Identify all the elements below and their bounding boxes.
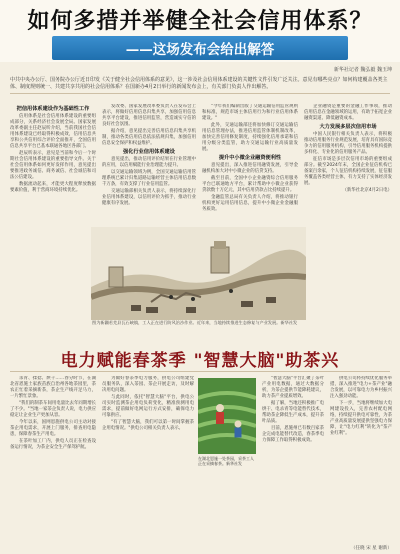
- paragraph: 以交通运输领域为例，全国交通运输信用管理系统已累计归集道路运输经营主体信用信息数千万条，有效支撑了行业信用监管。: [102, 170, 196, 187]
- paragraph: "有了智慧大脑，我们可以第一时间掌握茶企用电情况。"供电公司相关负责人表示。: [102, 420, 194, 431]
- article2-column-1: [10, 376, 96, 544]
- paragraph: 与此同时，依托"智慧大脑"平台，供电公司实时监测茶企用电负荷变化，精准预测用电需求，提前做好电网运行方式安排，确保电力可靠供应。: [102, 395, 194, 418]
- paragraph: 发改委、国家发展改革委负责人在发布会上表示，将做好信用信息归集共享，加强信用信息共享平台建设，推进信用监管，营造诚实守信的良好社会氛围。: [102, 104, 196, 127]
- paragraph: 供电公司将持续优化服务举措，深入推进"电力+茶产业"融合发展，以可靠电力为乡村振兴注入强劲动能。: [330, 376, 392, 399]
- section-heading: 大力发展多层次信用市场: [319, 124, 377, 130]
- subhead-banner: [52, 36, 348, 60]
- tea-photo-caption: 在湖北恩施一处茶园，采茶工人正在采摘春茶。新华社发: [198, 456, 254, 467]
- article-lead: 中共中央办公厅、国务院办公厅近日印发《关于健全社会信用体系的意见》，这一涉及社会信用体系建设的关键性文件引发广泛关注。意见有哪些亮点？如何构建覆盖各类主体、制度规则统一、共建共享共用的社会信用体系？在国新办4月2日举行的新闻发布会上，有关部门负责人作出解答。: [10, 77, 390, 94]
- paragraph: 企业融资是重要的金融工作事项，推动信用信息在金融领域的运用，有助于拓宽企业融资渠道、降低融资成本。: [304, 104, 392, 121]
- paragraph: "智慧大脑"平台汇聚了茶叶产业用电数据，通过大数据分析，为茶企提供节能降耗建议，助力茶产业提质增效。: [262, 376, 324, 399]
- paragraph: 征信市场是多层次信用市场的重要组成部分。截至2024年末，全国企业征信机构已备案百余家，个人征信机构持续发展，征信服务覆盖各类经营主体，有力支持了实体经济发展。: [304, 157, 392, 186]
- paragraph: "今年我们编制出版了交通运输信用监管规则和标准，规范市场主体信用行为和行业信用体系建设。": [202, 104, 298, 121]
- paragraph: 意见提出，深入推进信用融资发展，引导金融机构加大对中小微企业的信贷支持。: [202, 163, 298, 174]
- column-3: [202, 104, 298, 226]
- great-wall-illustration: [91, 227, 306, 320]
- article2-byline: （任晓 宋 星 谢新）: [350, 546, 392, 551]
- paragraph: 意见提出，推动信用评价结果在行业管理中的应用，以信用赋能行业治理能力提升。: [102, 157, 196, 168]
- section-heading: 把信用体系建设作为基础性工作: [16, 106, 90, 112]
- article-subhead: ——这场发布会给出解答: [125, 42, 275, 58]
- article2-column-3: [262, 376, 324, 544]
- paragraph: 数据流动起来，才能更大程度释放数据要素价值，利于营商环境持续优化。: [10, 182, 96, 193]
- paragraph: 据介绍，意见提出完善信用信息归集共享机制，推动各类信用信息依法依规归集，加强信用信息安全保护和权益维护。: [102, 129, 196, 146]
- paragraph: 据了解，当地还积极推广电烘干、电杀青等电能替代技术，帮助茶企降低生产成本，提升茶叶品质。: [262, 401, 324, 424]
- paragraph: 赵辰昕表示，意见是当前和今后一个时期社会信用体系建设的重要指导文件。关于社会信用体系如何更好发挥作用，意见提出要推进政务诚信、商务诚信、社会诚信和司法公信建设。: [10, 151, 96, 180]
- paragraph: 为做好春茶季电力服务，供电公司组建党员服务队，深入茶园、茶企开展走访，及时解决用电问题。: [102, 376, 194, 393]
- paragraph: 交通运输部相关负责人表示，将持续深化行业信用体系建设，以信用评价为抓手，推动行业健康有序发展。: [102, 189, 196, 206]
- article2-header: [0, 344, 400, 372]
- paragraph: 杀青、揉捻、烘干……春分时节，在湖北省恩施土家族苗族自治州各地茶园里，茶农正忙着采摘新茶，茶企生产线开足马力，一片繁忙景象。: [10, 376, 96, 399]
- column-4: [304, 104, 392, 340]
- article-header: [0, 0, 400, 62]
- paragraph: 信用体系是社会信用体系建设的重要组成部分，关系经济社会发展全局。国家发展改革委副主任赵辰昕介绍，当前我国社会信用体系建设已经取得积极成效，信用信息共享和公共信用综合评价全面推开，全国信用信息共享平台已基本联通各地区各部门。: [10, 114, 96, 149]
- tea-garden-illustration: [198, 378, 256, 454]
- paragraph: 今年以来，国网恩施供电公司主动对接茶企用电需求，开展上门服务，排查用电隐患，保障春茶生产用电。: [10, 420, 96, 437]
- section-heading: 强化行业信用体系建设: [123, 149, 175, 155]
- photo-caption: 图为新疆若羌县瓦石峡镇，工人正在进行防风治沙作业。近年来，当地持续推进生态修复与产业发展。新华社发: [92, 320, 298, 325]
- paragraph: 截至目前，全国中小企业融资综合信用服务平台已联通地方平台，累计帮助中小微企业获得贷款数十万亿元，其中信用贷款占比持续提升。: [202, 176, 298, 193]
- article2-headline: 电力赋能春茶季 "智慧大脑"助茶兴: [60, 351, 340, 371]
- dateline: （新华社北京4月2日电）: [342, 188, 392, 193]
- article-byline: 新华社记者 魏弘毅 魏玉坤: [333, 67, 392, 73]
- column-2: [102, 104, 196, 226]
- article2-column-4: [330, 376, 392, 544]
- paragraph: 在茶叶加工厂内，供电人员正在检查设备运行情况，为茶企安全生产保驾护航。: [10, 439, 96, 450]
- paragraph: 下一步，当地将继续加大电网建设投入，完善农村配电网络，持续提升供电可靠性，为茶产业高质量发展提供坚强电力保障，让"电力红利"转化为"茶产业红利"。: [330, 401, 392, 436]
- column-1: [10, 104, 96, 340]
- paragraph: 此外，交通运输部还将加快修订交通运输信用信息管理办法，推进信用监管体制机制改革，加快完善信用修复制度，持续强化信用承诺和信用分级分类监管，助力交通运输行业高质量发展。: [202, 123, 298, 152]
- paragraph: "我们的制茶车间用电量比去年同期增长了不少。"当地一家茶企负责人说，电力供应稳定让企业生产更加从容。: [10, 401, 96, 418]
- section-heading: 提升中小微企业融资便利性: [218, 155, 282, 161]
- article-headline: 如何多措并举健全社会信用体系？: [27, 8, 373, 34]
- paragraph: 目前，恩施州已有数百家茶企完成电能替代改造，春茶季电力保障工作取得积极成效。: [262, 426, 324, 443]
- paragraph: 中国人民银行相关负责人表示，将积极推动信用服务行业规范发展，培育具有国际竞争力的信用服务机构，引导信用服务机构提供多样化、专业化的信用服务产品。: [304, 132, 392, 155]
- great-wall-photo: [91, 227, 306, 320]
- divider: [10, 371, 390, 372]
- article2-column-2: [102, 376, 194, 544]
- tea-garden-photo: [198, 378, 256, 454]
- paragraph: 金融监管总局有关负责人介绍，将推动银行机构更好运用信用信息，提升中小微企业金融服务质效。: [202, 195, 298, 212]
